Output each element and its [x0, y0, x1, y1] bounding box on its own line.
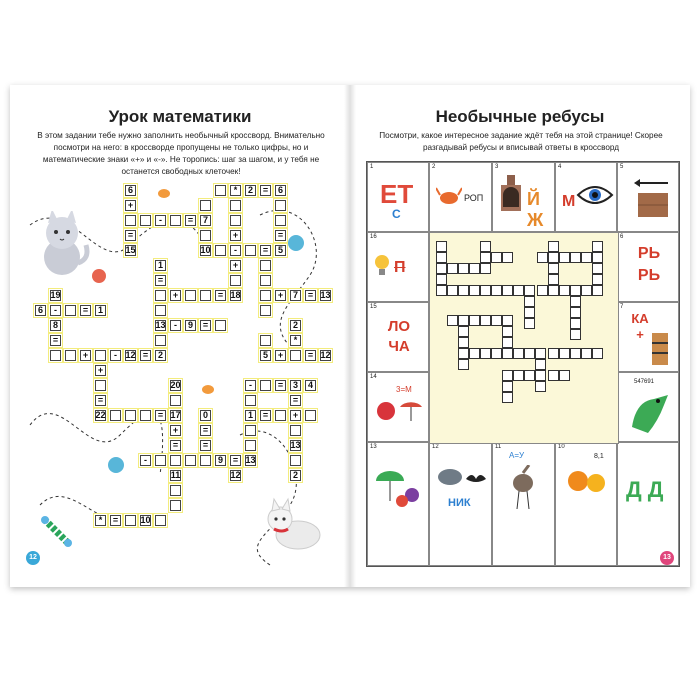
crossword-cell[interactable] [153, 288, 168, 303]
crossword-cell[interactable]: = [258, 408, 273, 423]
ball-icon [108, 457, 124, 473]
crossword-cell[interactable]: 2 [243, 183, 258, 198]
crossword-cell[interactable]: = [303, 348, 318, 363]
crossword-cell[interactable] [243, 393, 258, 408]
crossword-cell[interactable]: - [108, 348, 123, 363]
crossword-cell[interactable]: 7 [198, 213, 213, 228]
crossword-cell[interactable]: 6 [123, 183, 138, 198]
crossword-cell[interactable]: 8 [48, 318, 63, 333]
rebus-card: 2 РОП [429, 162, 492, 232]
crossword-cell[interactable]: = [228, 453, 243, 468]
crossword-cell[interactable] [258, 378, 273, 393]
crossword-cell[interactable]: 4 [303, 378, 318, 393]
crossword-cell[interactable] [243, 438, 258, 453]
crossword-cell[interactable]: = [138, 348, 153, 363]
crossword-cell[interactable] [288, 423, 303, 438]
crossword-cell[interactable]: = [168, 438, 183, 453]
crossword-cell[interactable] [288, 453, 303, 468]
crossword-cell[interactable]: 12 [318, 348, 333, 363]
cloud-mustache-icon [436, 465, 488, 491]
crossword-cell[interactable] [123, 213, 138, 228]
ball-icon [288, 235, 304, 251]
crossword-cell[interactable]: + [228, 258, 243, 273]
crossword-cell[interactable]: 7 [288, 288, 303, 303]
crossword-cell[interactable] [198, 453, 213, 468]
crossword-cell[interactable] [153, 303, 168, 318]
yarn-ball-icon [92, 269, 106, 283]
crossword-cell[interactable] [258, 303, 273, 318]
crossword-cell[interactable] [168, 453, 183, 468]
page-number: 13 [660, 551, 674, 565]
crossword-cell[interactable] [288, 348, 303, 363]
crossword-cell[interactable]: 22 [93, 408, 108, 423]
crossword-cell[interactable] [153, 513, 168, 528]
open-book [10, 85, 690, 587]
crossword-cell[interactable]: 6 [33, 303, 48, 318]
crossword-cell[interactable]: 5 [258, 348, 273, 363]
crossword-cell[interactable]: - [228, 243, 243, 258]
crossword-cell[interactable] [273, 213, 288, 228]
crossword-cell[interactable]: 1 [93, 303, 108, 318]
crossword-cell[interactable] [258, 333, 273, 348]
crossword-cell[interactable] [168, 213, 183, 228]
crossword-cell[interactable]: 10 [138, 513, 153, 528]
crossword-cell[interactable]: * [93, 513, 108, 528]
rebus-card: 4 М [555, 162, 617, 232]
rebus-card: 11 А=У [492, 442, 555, 566]
crossword-cell[interactable]: + [288, 408, 303, 423]
lightbulb-icon [374, 253, 390, 279]
left-page [10, 85, 350, 587]
crossword-cell[interactable]: 9 [213, 453, 228, 468]
crossword-cell[interactable] [228, 213, 243, 228]
crossword-cell[interactable] [138, 213, 153, 228]
crossword-cell[interactable]: = [93, 393, 108, 408]
crossword-cell[interactable] [213, 243, 228, 258]
crossword-cell[interactable]: = [108, 513, 123, 528]
crossword-cell[interactable]: + [273, 288, 288, 303]
crossword-cell[interactable] [198, 228, 213, 243]
rebus-card: 14 3=М [367, 372, 429, 442]
crossword-cell[interactable]: 6 [273, 183, 288, 198]
crossword-cell[interactable]: + [168, 423, 183, 438]
bird-icon [158, 189, 170, 198]
cat-illustration [34, 211, 92, 277]
crossword-cell[interactable]: 3 [288, 378, 303, 393]
crossword-cell[interactable] [273, 408, 288, 423]
berry-umbrella-icon [374, 397, 424, 423]
crossword-cell[interactable] [93, 378, 108, 393]
crossword-cell[interactable] [198, 198, 213, 213]
crossword-cell[interactable] [198, 288, 213, 303]
crossword-cell[interactable]: 15 [123, 243, 138, 258]
crossword-cell[interactable]: = [198, 423, 213, 438]
crossword-cell[interactable]: = [78, 303, 93, 318]
instructions-text: Посмотри, какое интересное задание ждёт тебя на этой странице! Скорее разгадывай ребусы и вписывай ответы в кроссворд [379, 131, 663, 152]
rebus-card: 1 ЕТ С [367, 162, 429, 232]
eye-icon [576, 183, 614, 207]
crossword-cell[interactable]: 12 [123, 348, 138, 363]
crossword-cell[interactable] [213, 183, 228, 198]
rebus-card: 6 РЬ РЬ [617, 232, 679, 302]
umbrella-fruit-icon [372, 465, 426, 511]
crossword-cell[interactable]: 9 [183, 318, 198, 333]
crossword-cell[interactable]: * [288, 333, 303, 348]
rebus-card: 5 [617, 162, 679, 232]
crossword-cell[interactable]: + [123, 198, 138, 213]
crossword-cell[interactable] [213, 318, 228, 333]
crossword-cell[interactable]: = [303, 288, 318, 303]
bird-icon [202, 385, 214, 394]
crab-icon [436, 185, 462, 207]
instructions-text: В этом задании тебе нужно заполнить необычный кроссворд. Внимательно посмотри на него: в кроссворде пропущены не только цифры, но и математические знаки «+» и «-». Не торопись: шаг за шагом, и у тебя не останется свободных клеточек! [37, 131, 325, 176]
crossword-cell[interactable]: = [213, 288, 228, 303]
crossword-cell[interactable] [93, 348, 108, 363]
crossword-cell[interactable]: 19 [48, 288, 63, 303]
rebus-card: 12 НИК [429, 442, 492, 566]
crossword-cell[interactable]: + [228, 228, 243, 243]
crossword-cell[interactable] [123, 408, 138, 423]
crossword-cell[interactable] [243, 423, 258, 438]
rebus-card: 16 П [367, 232, 429, 302]
crossword-cell[interactable] [63, 303, 78, 318]
answer-crossword [429, 232, 619, 444]
crossword-cell[interactable]: = [48, 333, 63, 348]
crossword-cell[interactable]: = [153, 273, 168, 288]
dresser-icon [632, 177, 672, 221]
crossword-cell[interactable] [63, 348, 78, 363]
crossword-cell[interactable] [48, 348, 63, 363]
crossword-cell[interactable]: 20 [168, 378, 183, 393]
crossword-cell[interactable] [183, 288, 198, 303]
crossword-cell[interactable]: + [168, 288, 183, 303]
rebus-grid [366, 161, 680, 567]
crossword-cell[interactable] [273, 198, 288, 213]
crossword-cell[interactable]: 0 [198, 408, 213, 423]
crossword-cell[interactable] [168, 393, 183, 408]
crossword-cell[interactable]: = [273, 378, 288, 393]
crossword-cell[interactable]: - [168, 318, 183, 333]
crossword-cell[interactable]: 1 [153, 258, 168, 273]
rebus-card: 13 [367, 442, 429, 566]
crossword-cell[interactable] [258, 258, 273, 273]
rebus-card: 15 ЛО ЧА [367, 302, 429, 372]
crossword-cell[interactable] [228, 273, 243, 288]
crossword-cell[interactable] [228, 198, 243, 213]
crossword-cell[interactable] [153, 453, 168, 468]
emu-icon [509, 465, 539, 511]
rebus-card: 547691 [617, 372, 679, 442]
crossword-cell[interactable]: 10 [198, 243, 213, 258]
rebus-card: 7 КА + [617, 302, 679, 372]
crossword-cell[interactable] [258, 288, 273, 303]
crossword-cell[interactable]: + [273, 348, 288, 363]
rope-toy-icon [40, 515, 74, 549]
page-number: 12 [26, 551, 40, 565]
crossword-cell[interactable]: 5 [273, 243, 288, 258]
oven-icon [499, 175, 523, 213]
crossword-cell[interactable]: = [153, 408, 168, 423]
crocodile-icon [628, 391, 672, 437]
crossword-cell[interactable]: = [123, 228, 138, 243]
crossword-cell[interactable]: 2 [288, 318, 303, 333]
crossword-cell[interactable]: 11 [168, 468, 183, 483]
crossword-cell[interactable] [153, 333, 168, 348]
crossword-cell[interactable]: 13 [153, 318, 168, 333]
crossword-cell[interactable] [183, 453, 198, 468]
crossword-cell[interactable]: = [288, 393, 303, 408]
crossword-cell[interactable]: - [243, 378, 258, 393]
crossword-cell[interactable]: = [198, 318, 213, 333]
crossword-cell[interactable] [123, 513, 138, 528]
crossword-cell[interactable]: = [258, 243, 273, 258]
crossword-cell[interactable]: + [93, 363, 108, 378]
crossword-cell[interactable]: 12 [228, 468, 243, 483]
rebus-card: 3 Й Ж [492, 162, 555, 232]
crossword-cell[interactable]: 1 [243, 408, 258, 423]
crossword-cell[interactable]: - [48, 303, 63, 318]
crossword-cell[interactable]: 13 [288, 438, 303, 453]
crossword-cell[interactable] [138, 408, 153, 423]
crossword-cell[interactable]: 2 [288, 468, 303, 483]
crossword-cell[interactable] [108, 408, 123, 423]
crossword-cell[interactable]: - [153, 213, 168, 228]
crossword-cell[interactable]: 2 [153, 348, 168, 363]
crossword-cell[interactable]: = [183, 213, 198, 228]
cat-stripes-icon [648, 331, 672, 367]
crossword-cell[interactable]: 18 [228, 288, 243, 303]
crossword-cell[interactable]: = [258, 183, 273, 198]
crossword-cell[interactable]: 17 [168, 408, 183, 423]
dog-illustration [262, 495, 326, 555]
crossword-cell[interactable] [243, 243, 258, 258]
crossword-cell[interactable]: = [198, 438, 213, 453]
crossword-cell[interactable]: 13 [243, 453, 258, 468]
right-page [350, 85, 690, 587]
crossword-cell[interactable] [303, 408, 318, 423]
crossword-cell[interactable]: * [228, 183, 243, 198]
crossword-cell[interactable]: 13 [318, 288, 333, 303]
fruit-icon [564, 465, 610, 495]
crossword-cell[interactable]: + [78, 348, 93, 363]
crossword-cell[interactable]: = [273, 228, 288, 243]
page-title: Урок математики [108, 107, 252, 126]
rebus-card: 10 8,1 [555, 442, 617, 566]
crossword-cell[interactable]: - [138, 453, 153, 468]
crossword-cell[interactable] [258, 273, 273, 288]
page-title: Необычные ребусы [435, 107, 605, 126]
rebus-card: Д Д [617, 442, 679, 566]
crossword-cell[interactable] [168, 498, 183, 513]
crossword-cell[interactable] [168, 483, 183, 498]
